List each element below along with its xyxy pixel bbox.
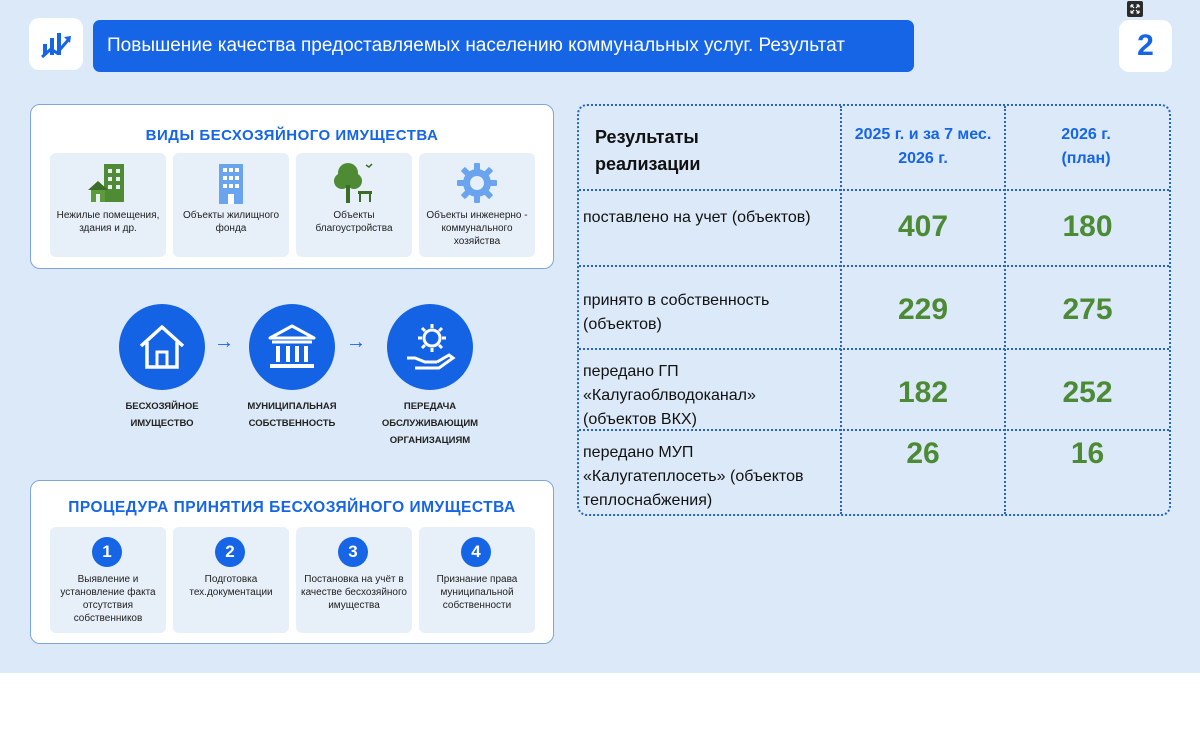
municipal-building-icon [264, 320, 320, 374]
value-2026: 180 [1062, 210, 1113, 243]
procedure-step-card [50, 527, 166, 633]
step-number: 2 [215, 537, 245, 567]
procedure-title: ПРОЦЕДУРА ПРИНЯТИЯ БЕСХОЗЯЙНОГО ИМУЩЕСТВА [68, 499, 516, 516]
hand-gear-icon [401, 318, 459, 376]
step-number: 1 [92, 537, 122, 567]
logo [29, 18, 83, 70]
type-card [173, 153, 289, 257]
table-row-label: передано МУП «Калугатеплосеть» (объектов теплоснабжения) [583, 444, 804, 509]
flow-step-circle [119, 304, 205, 390]
table-header-label: Результаты реализации [595, 127, 701, 174]
procedure-panel [30, 480, 554, 644]
value-2025: 182 [897, 376, 949, 409]
value-2025: 26 [906, 437, 940, 470]
table-header-2025: 2025 г. и за 7 мес. 2026 г. [854, 126, 992, 167]
step-text: Выявление и установление факта отсутствия собственников [60, 574, 156, 624]
step-number: 4 [461, 537, 491, 567]
flow-arrow: → [214, 331, 234, 353]
value-2025: 407 [897, 210, 949, 243]
step-text: Постановка на учёт в качестве бесхозяйного имущества [300, 574, 407, 611]
table-row-label: передано ГП «Калугаоблводоканал» (объектов ВКХ) [583, 363, 756, 428]
table-header-2026: 2026 г. (план) [1061, 126, 1111, 167]
flow-arrow: → [346, 331, 366, 353]
value-2026: 252 [1062, 376, 1113, 409]
flow-step-label: БЕСХОЗЯЙНОЕ ИМУЩЕСТВО [125, 401, 199, 429]
type-card-label: Объекты инженерно - коммунального хозяйства [426, 210, 528, 247]
flow-step-label: МУНИЦИПАЛЬНАЯ СОБСТВЕННОСТЬ [247, 401, 337, 429]
procedure-step-card [173, 527, 289, 633]
type-card-label: Объекты жилищного фонда [182, 210, 279, 234]
results-table [577, 104, 1171, 516]
page-title: Повышение качества предоставляемых населению коммунальных услуг. Результат [93, 20, 914, 72]
step-text: Подготовка тех.документации [189, 574, 273, 598]
value-2025: 229 [897, 293, 949, 326]
gear-icon [454, 160, 500, 206]
park-tree-icon [330, 159, 378, 207]
step-number: 3 [338, 537, 368, 567]
value-2026: 275 [1062, 293, 1113, 326]
buildings-icon [84, 160, 132, 206]
page-number: 2 [1119, 20, 1172, 72]
flow-step-label: ПЕРЕДАЧА ОБСЛУЖИВАЮЩИМ ОРГАНИЗАЦИЯМ [381, 401, 479, 446]
type-card [419, 153, 535, 257]
table-row-label: поставлено на учет (объектов) [583, 209, 811, 226]
type-card [296, 153, 412, 257]
type-card-label: Объекты благоустройства [315, 210, 393, 234]
step-text: Признание права муниципальной собственности [436, 574, 518, 611]
house-icon [135, 320, 189, 374]
procedure-step-card [419, 527, 535, 633]
property-types-title: ВИДЫ БЕСХОЗЯЙНОГО ИМУЩЕСТВА [145, 127, 439, 144]
expand-icon[interactable] [1127, 1, 1143, 17]
value-2026: 16 [1070, 437, 1105, 470]
property-types-panel [30, 104, 554, 269]
flow-step-circle [249, 304, 335, 390]
table-row-label: принято в собственность (объектов) [583, 292, 770, 333]
type-card-label: Нежилые помещения, здания и др. [56, 210, 160, 234]
chart-logo-icon [39, 27, 73, 61]
flow-step-circle [387, 304, 473, 390]
procedure-step-card [296, 527, 412, 633]
apartment-building-icon [209, 160, 253, 206]
type-card [50, 153, 166, 257]
